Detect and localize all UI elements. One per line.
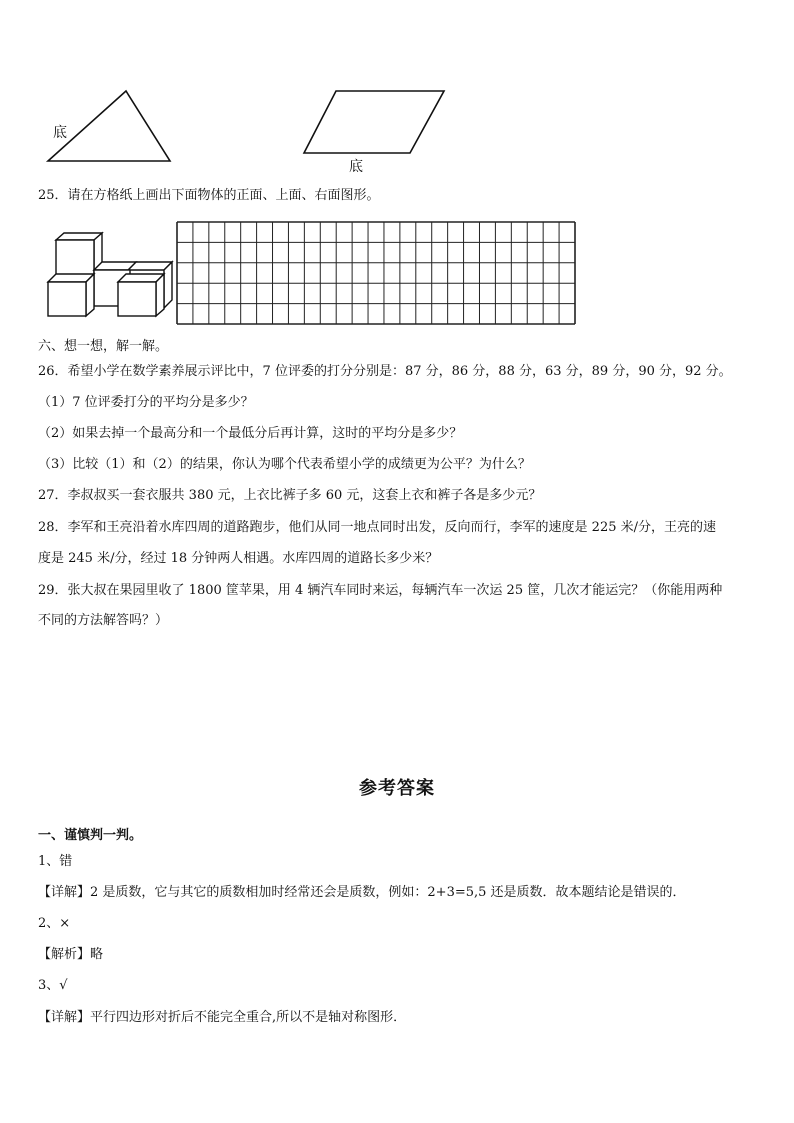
triangle-base-label: 底 [53,125,67,141]
answers-section-1: 一、谨慎判一判。 [38,828,143,843]
question-28-line-1: 28．李军和王亮沿着水库四周的道路跑步，他们从同一地点同时出发，反向而行，李军的速度是 225 米/分，王亮的速 [38,520,717,535]
answers-title: 参考答案 [359,778,435,799]
answer-1-detail: 【详解】2 是质数，它与其它的质数相加时经常还会是质数，例如：2+3=5,5 还是质数．故本题结论是错误的． [38,885,686,900]
answer-2-detail: 【解析】略 [38,947,104,962]
question-26-part-3: （3）比较（1）和（2）的结果，你认为哪个代表希望小学的成绩更为公平？为什么？ [38,457,531,472]
section-6-heading: 六、想一想，解一解。 [38,339,169,354]
question-26-part-2: （2）如果去掉一个最高分和一个最低分后再计算，这时的平均分是多少？ [38,426,463,441]
question-27: 27．李叔叔买一套衣服共 380 元，上衣比裤子多 60 元，这套上衣和裤子各是多少元？ [38,488,542,503]
question-28-line-2: 度是 245 米/分，经过 18 分钟两人相遇。水库四周的道路长多少米？ [38,551,439,566]
question-26: 26．希望小学在数学素养展示评比中，7 位评委的打分分别是：87 分，86 分，88 分，63 分，89 分，90 分，92 分。 [38,364,732,379]
question-29-line-1: 29．张大叔在果园里收了 1800 筐苹果，用 4 辆汽车同时来运，每辆汽车一次运 25 筐，几次才能运完？（你能用两种 [38,583,723,598]
answer-3-detail: 【详解】平行四边形对折后不能完全重合,所以不是轴对称图形． [38,1010,407,1025]
parallelogram-figure [298,85,450,157]
question-29-line-2: 不同的方法解答吗？） [38,613,169,628]
cube-stack-figure [44,230,174,318]
parallelogram-base-label: 底 [349,159,363,175]
question-26-part-1: （1）7 位评委打分的平均分是多少？ [38,395,254,410]
answer-3: 3、√ [38,978,68,993]
question-25: 25．请在方格纸上画出下面物体的正面、上面、右面图形。 [38,188,380,203]
grid-paper[interactable] [176,221,576,325]
answer-2: 2、× [38,916,71,931]
answer-1: 1、错 [38,854,73,869]
